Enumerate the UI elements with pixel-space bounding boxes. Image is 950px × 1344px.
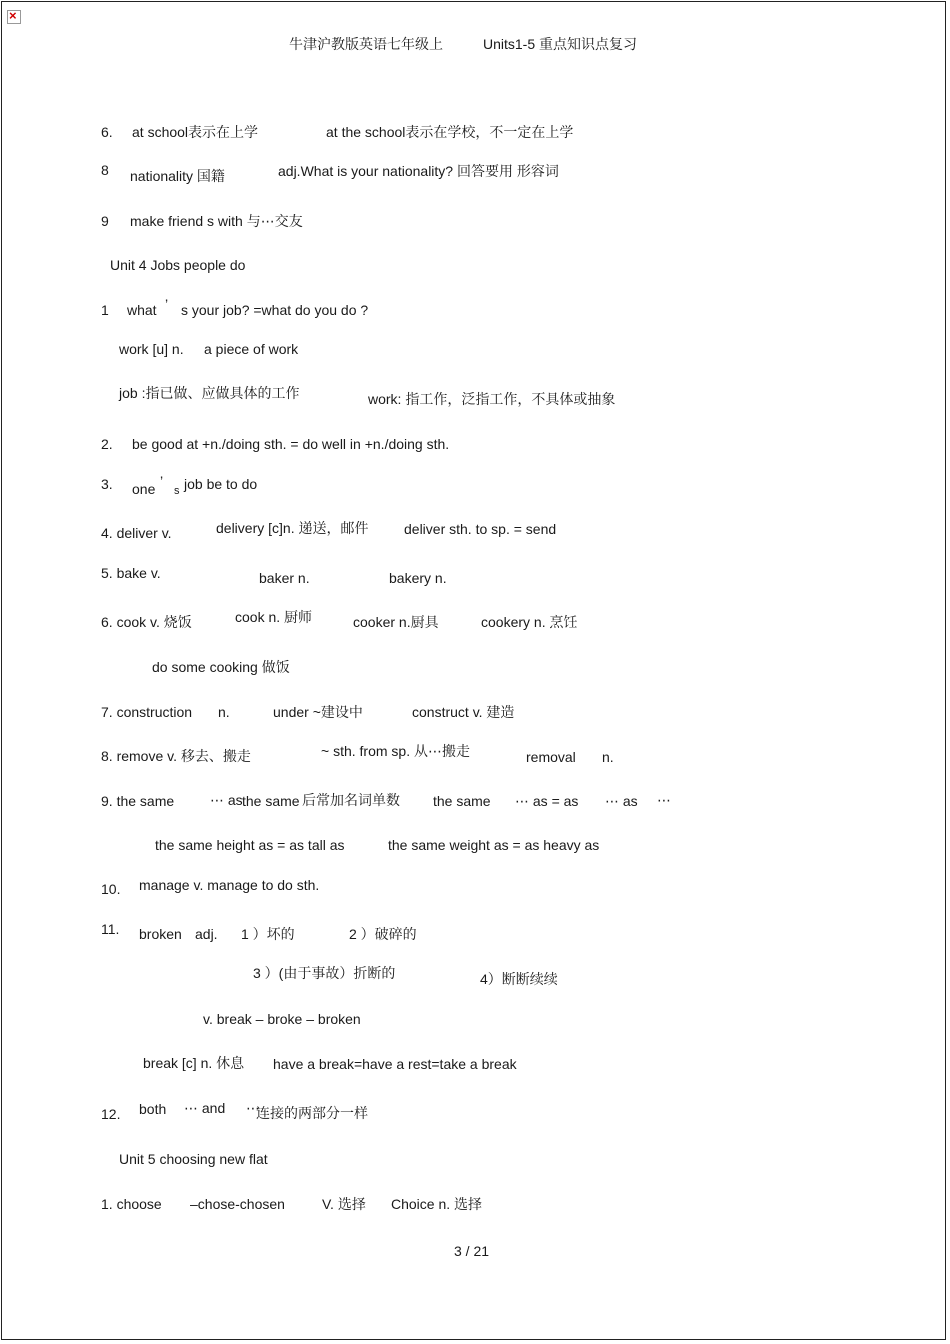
note-text: n. [218,704,230,720]
note-text: manage v. manage to do sth. [139,877,320,893]
item-number: 3. [101,476,113,492]
header-title: 牛津沪教版英语七年级上 [289,36,443,52]
note-text: 6. cook v. 烧饭 [101,614,192,630]
note-text: cook n. 厨师 [235,609,313,625]
broken-image-icon [7,10,21,24]
item-number: 11. [101,921,120,937]
unit-heading: Unit 5 choosing new flat [119,1151,268,1167]
page-frame [1,1,946,1340]
note-text: adj. [195,926,218,942]
note-text: nationality 国籍 [130,168,225,184]
item-number: 12. [101,1106,121,1122]
note-text: be good at +n./doing sth. = do well in +n./doing sth. [132,436,450,452]
note-text: cooker n.厨具 [353,614,439,630]
item-number: 8 [101,162,109,178]
note-text: 4. deliver v. [101,525,172,541]
note-text: under ~建设中 [273,704,363,720]
page-number: 3 / 21 [454,1243,490,1259]
note-text: job :指已做、应做具体的工作 [119,385,300,401]
item-number: 9 [101,213,109,229]
item-number: 10. [101,881,121,897]
note-text: 8. remove v. 移去、搬走 [101,748,251,764]
note-text: the same weight as = as heavy as [388,837,600,853]
note-text: adj.What is your nationality? 回答要用 形容词 [278,163,559,179]
note-text: have a break=have a rest=take a break [273,1056,517,1072]
note-text: V. 选择 [322,1196,366,1212]
note-text: 1. choose [101,1196,162,1212]
note-text: the same height as = as tall as [155,837,345,853]
note-text: Choice n. 选择 [391,1196,483,1212]
note-text: both [139,1101,167,1117]
note-text: cookery n. 烹饪 [481,614,578,630]
note-text: ⋯ as [210,792,243,808]
note-text: 9. the same [101,793,175,809]
note-text: ⋯ as = as [515,793,579,809]
note-text: 后常加名词单数 [302,792,400,808]
note-text: what [127,302,157,318]
note-text: ⋯ as [605,793,638,809]
note-text: ⋯ [246,1100,260,1116]
note-text: deliver sth. to sp. = send [404,521,557,537]
note-text: ⋯ [657,792,671,808]
note-text: ⋯ and [184,1100,226,1116]
note-text: s [174,485,180,497]
note-text: 2 ）破碎的 [349,926,417,942]
note-text: the same [433,793,491,809]
note-text: work: 指工作，泛指工作，不具体或抽象 [368,391,616,407]
note-text: 3 ）(由于事故）折断的 [253,965,396,981]
note-text: 5. bake v. [101,565,161,581]
note-text: work [u] n. [119,341,184,357]
note-text: a piece of work [204,341,299,357]
item-number: 1 [101,302,109,318]
note-text: removal [526,749,576,765]
note-text: delivery [c]n. 递送，邮件 [216,520,369,536]
note-text: broken [139,926,182,942]
note-text: 连接的两部分一样 [256,1105,368,1121]
note-text: n. [602,749,614,765]
note-text: ~ sth. from sp. 从⋯搬走 [321,743,470,759]
note-text: ’ [165,296,169,312]
note-text: ’ [160,473,164,489]
note-text: job be to do [184,476,258,492]
note-text: 7. construction [101,704,193,720]
header-units: Units1-5 重点知识点复习 [483,36,638,52]
note-text: v. break – broke – broken [203,1011,361,1027]
note-text: break [c] n. 休息 [143,1055,245,1071]
note-text: s your job? =what do you do ? [181,302,369,318]
note-text: –chose-chosen [190,1196,285,1212]
note-text: make friend s with 与⋯交友 [130,213,303,229]
note-text: the same [242,793,300,809]
note-text: baker n. [259,570,310,586]
item-number: 2. [101,436,113,452]
note-text: construct v. 建造 [412,704,515,720]
note-text: one [132,481,156,497]
note-text: at school表示在上学 [132,124,259,140]
note-text: 1 ）坏的 [241,926,295,942]
item-number: 6. [101,124,113,140]
note-text: 4）断断续续 [480,971,558,987]
unit-heading: Unit 4 Jobs people do [110,257,246,273]
note-text: at the school表示在学校，不一定在上学 [326,124,574,140]
note-text: do some cooking 做饭 [152,659,290,675]
note-text: bakery n. [389,570,447,586]
